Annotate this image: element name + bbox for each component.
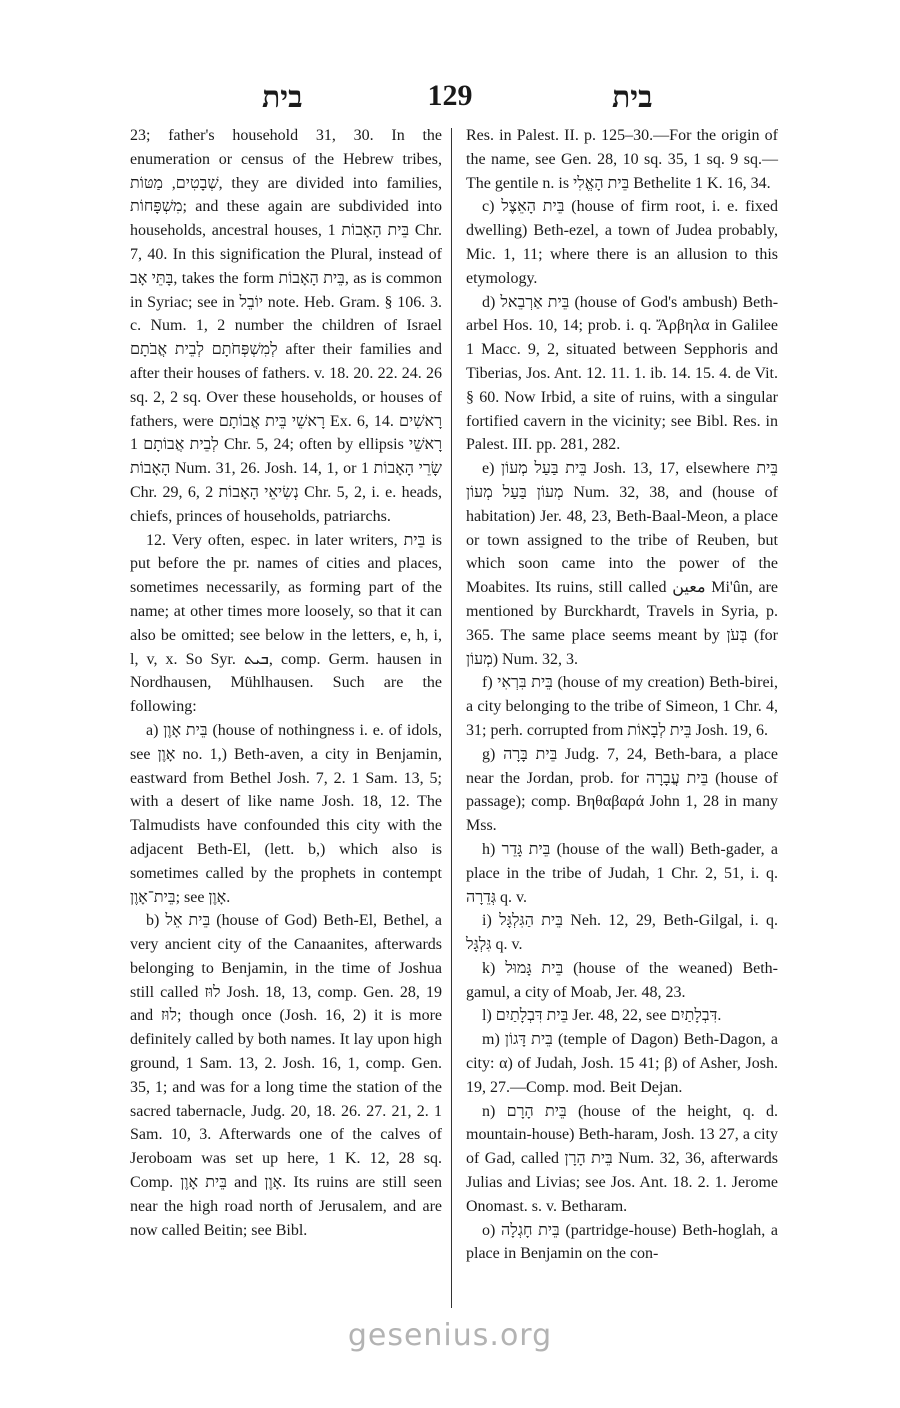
entry-paragraph: k) בֵּית גָּמוּל (house of the weaned) Beth-gamul, a city of Moab, Jer. 48, 23. (466, 959, 779, 1001)
paragraph: 12. Very often, espec. in later writers, בֵּית is put before the pr. names of cities and places, sometimes necessarily, as forming part of the name; at other times more loosely, so that it can also be omitted; see below in the letters, e, h, i, l, v, x. So Syr. ܒܝܬ, comp. Germ. hausen in Nordhausen, Mühlhausen. Such are the following: (130, 531, 443, 716)
entry-paragraph: g) בֵּית בָּרָה Judg. 7, 24, Beth-bara, a place near the Jordan, prob. for בֵּית עֲבָרָה (house of passage); comp. Βηθαβαρά John 1, 28 in many Mss. (466, 745, 779, 835)
paragraph: 23; father's household 31, 30. In the enumeration or census of the Hebrew tribes, שְׁבָטִים, מַטּוֹת, they are divided into families, מִשְׁפָּחוֹת; and these again are subdivided into households, ancestral houses, בֵּית הָאָבוֹת 1 Chr. 7, 40. In this signification the Plural, instead of בָּתֵּי אָב, takes the form בֵּית הָאָבוֹת, as is common in Syriac; see in יוֹבֵל note. Heb. Gram. § 106. 3. c. Num. 1, 2 number the children of Israel לְמִשְׁפְּחֹתָם לְבֵית אֲבֹתָם after their families and after their houses of fathers. v. 18. 20. 22. 24. 26 sq. 2, 2 sq. Over these households, or houses of fathers, were רָאשֵׁי בֵּית אֲבוֹתָם Ex. 6, 14. רָאשִׁים לְבֵית אֲבוֹתָם 1 Chr. 5, 24; often by ellipsis רָאשֵׁי הָאָבוֹת Num. 31, 26. Josh. 14, 1, or שָׂרֵי הָאָבוֹת 1 Chr. 29, 6, נְשִׂיאֵי הָאָבוֹת 2 Chr. 5, 2, i. e. heads, chiefs, princes of households, patriarchs. (130, 127, 443, 525)
page-header (0, 76, 900, 126)
entry-paragraph: d) בֵּית אַרְבֵאל (house of God's ambush) Beth-arbel Hos. 10, 14; prob. i. q. Ἄρβηλα in Galilee 1 Macc. 9, 2, situated between Sepphoris and Tiberias, Jos. Ant. 12. 11. 1. ib. 14. 15. 4. de Vit. § 60. Now Irbid, a site of ruins, with a singular fortified cavern in the vicinity; see Bibl. Res. in Palest. III. pp. 281, 282. (466, 293, 779, 454)
entry-paragraph: a) בֵּית אָוֶן (house of nothingness i. e. of idols, see אָוֶן no. 1,) Beth-aven, a city in Benjamin, eastward from Bethel Josh. 7, 2. 1 Sam. 13, 5; with a desert of like name Josh. 18, 12. The Talmudists have confounded this city with the adjacent Beth-El, (lett. b,) which also is sometimes called by the prophets in contempt בֵּית־אָוֶן; see אָוֶן. (130, 721, 443, 906)
left-column (130, 124, 442, 1242)
entry-paragraph: b) בֵּית אֵל (house of God) Beth-El, Bethel, a very ancient city of the Canaanites, afterwards belonging to Benjamin, in the time of Joshua still called לוּז Josh. 18, 13, comp. Gen. 28, 19 and לוּז; though once (Josh. 16, 2) it is more definitely called by both names. It lay upon high ground, 1 Sam. 13, 2. Josh. 16, 1, comp. Gen. 35, 1; and was for a long time the station of the sacred tabernacle, Judg. 20, 18. 26. 27. 21, 2. 1 Sam. 10, 3. Afterwards one of the calves of Jeroboam was set up here, 1 K. 12, 28 sq. Comp. בֵּית אָוֶן and אָוֶן. Its ruins are still seen near the high road north of Jerusalem, and are now called Beitin; see Bibl. (130, 912, 443, 1239)
entry-paragraph: h) בֵּית גָּדֵר (house of the wall) Beth-gader, a place in the tribe of Judah, 1 Chr. 2, 51, i. q. גְּדֵרָה q. v. (466, 840, 778, 906)
entry-paragraph: e) בֵּית בַּעַל מְעוֹן Josh. 13, 17, elsewhere בֵּית מְעוֹן בַּעַל מְעוֹן Num. 32, 38, and (house of habitation) Jer. 48, 23, Beth-Baal-Meon, a place or town assigned to the tribe of Reuben, but which soon came into the power of the Moabites. Its ruins, still called معين Mi'ûn, are mentioned by Burckhardt, Travels in Syria, p. 365. The same place seems meant by בְּעֹן (for מְעוֹן) Num. 32, 3. (466, 460, 779, 668)
right-headword: בית (612, 81, 653, 114)
entry-paragraph: f) בֵּית בִּרְאִי (house of my creation) Beth-birei, a city belonging to the tribe of Simeon, 1 Chr. 4, 31; perh. corrupted from בֵּית לְבָאוֹת Josh. 19, 6. (466, 674, 778, 739)
entry-paragraph: m) בֵּית דָּגוֹן (temple of Dagon) Beth-Dagon, a city: α) of Judah, Josh. 15 41; β) of Asher, Josh. 19, 27.—Comp. mod. Beit Dejan. (466, 1031, 779, 1096)
right-column (466, 124, 778, 1266)
entry-paragraph: n) בֵּית הָרָם (house of the height, q. d. mountain-house) Beth-haram, Josh. 13 27, a city of Gad, called בֵּית הָרָן Num. 32, 36, afterwards Julias and Livias; see Jos. Ant. 18. 2. 1. Jerome Onomast. s. v. Betharam. (466, 1102, 779, 1215)
column-divider (451, 128, 452, 1308)
watermark: gesenius.org (347, 1318, 553, 1353)
entry-paragraph: o) בֵּית חָגְלָה (partridge-house) Beth-hoglah, a place in Benjamin on the con- (466, 1221, 779, 1263)
page-number: 129 (427, 79, 473, 112)
paragraph: Res. in Palest. II. p. 125–30.—For the origin of the name, see Gen. 28, 10 sq. 35, 1 sq. 9 sq.—The gentile n. is בֵּית הָאֱלִי Bethelite 1 K. 16, 34. (466, 127, 778, 192)
entry-paragraph: i) בֵּית הַגִּלְגָּל Neh. 12, 29, Beth-Gilgal, i. q. גִּלְגָּל q. v. (466, 912, 778, 954)
entry-paragraph: c) בֵּית הָאֵצֶל (house of firm root, i. e. fixed dwelling) Beth-ezel, a town of Judea probably, Mic. 1, 11; where there is an allusion to this etymology. (466, 198, 778, 287)
entry-paragraph: l) בֵּית דִּבְלָתַיִם Jer. 48, 22, see דִּבְלָתַיִם. (482, 1007, 722, 1025)
left-headword: בית (262, 81, 303, 114)
